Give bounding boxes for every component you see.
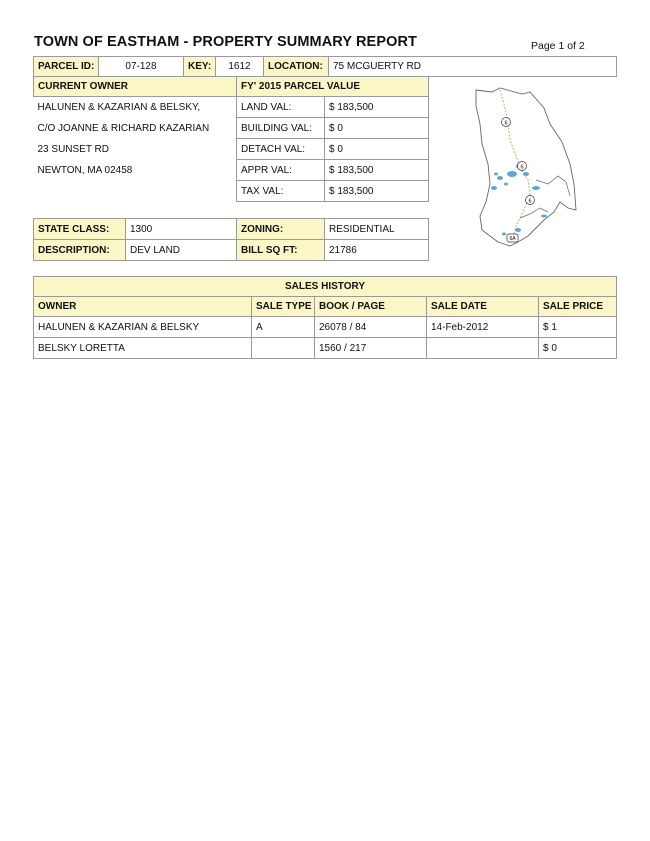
sale-type <box>252 338 315 359</box>
column-header: SALE PRICE <box>539 297 617 317</box>
classification-table <box>33 218 429 261</box>
sale-price: $ 1 <box>539 317 617 338</box>
owner-line: HALUNEN & KAZARIAN & BELSKY, <box>37 101 201 113</box>
value-label: BUILDING VAL: <box>237 118 325 139</box>
route-shield-icon <box>518 162 527 171</box>
route-shield-icon <box>507 234 518 242</box>
column-header: BOOK / PAGE <box>315 297 427 317</box>
description-value: DEV LAND <box>126 240 237 261</box>
location-value: 75 MCGUERTY RD <box>329 57 617 77</box>
value-label: DETACH VAL: <box>237 139 325 160</box>
parcel-id-label: PARCEL ID: <box>34 57 99 77</box>
page-number: Page 1 of 2 <box>531 40 585 52</box>
column-header: OWNER <box>34 297 252 317</box>
sale-date: 14-Feb-2012 <box>427 317 539 338</box>
owner-heading: CURRENT OWNER <box>34 77 237 97</box>
owner-line: 23 SUNSET RD <box>37 143 110 155</box>
value-label: APPR VAL: <box>237 160 325 181</box>
route-shield-icon <box>526 196 535 205</box>
sale-date <box>427 338 539 359</box>
sale-book-page: 26078 / 84 <box>315 317 427 338</box>
state-class-label: STATE CLASS: <box>34 219 126 240</box>
table-row <box>34 338 617 359</box>
owner-value-table <box>33 76 429 202</box>
parcel-id-value: 07-128 <box>99 57 184 77</box>
value-label: LAND VAL: <box>237 97 325 118</box>
report-title: TOWN OF EASTHAM - PROPERTY SUMMARY REPORT <box>34 34 417 50</box>
bill-sqft-value: 21786 <box>325 240 429 261</box>
route-label: 6 <box>528 198 532 205</box>
description-label: DESCRIPTION: <box>34 240 126 261</box>
sales-heading: SALES HISTORY <box>34 277 617 297</box>
state-class-value: 1300 <box>126 219 237 240</box>
route-shield-icon <box>502 118 511 127</box>
sale-owner: HALUNEN & KAZARIAN & BELSKY <box>34 317 252 338</box>
table-row <box>34 317 617 338</box>
route-label: 6 <box>504 120 508 127</box>
value-heading: FY' 2015 PARCEL VALUE <box>237 77 429 97</box>
route-label: 6 <box>520 164 524 171</box>
value-label: TAX VAL: <box>237 181 325 202</box>
sale-type: A <box>252 317 315 338</box>
value-amount: $ 183,500 <box>325 181 429 202</box>
owner-line: NEWTON, MA 02458 <box>37 164 133 176</box>
parcel-bar <box>33 56 617 77</box>
sale-owner: BELSKY LORETTA <box>34 338 252 359</box>
column-header: SALE TYPE <box>252 297 315 317</box>
zoning-value: RESIDENTIAL <box>325 219 429 240</box>
sale-book-page: 1560 / 217 <box>315 338 427 359</box>
sale-price: $ 0 <box>539 338 617 359</box>
value-amount: $ 183,500 <box>325 160 429 181</box>
location-label: LOCATION: <box>264 57 329 77</box>
owner-line: C/O JOANNE & RICHARD KAZARIAN <box>37 122 210 134</box>
route-label: 6A <box>509 236 516 242</box>
column-header: SALE DATE <box>427 297 539 317</box>
value-amount: $ 0 <box>325 118 429 139</box>
key-label: KEY: <box>184 57 216 77</box>
zoning-label: ZONING: <box>237 219 325 240</box>
key-value: 1612 <box>216 57 264 77</box>
locator-map <box>470 84 580 254</box>
bill-sqft-label: BILL SQ FT: <box>237 240 325 261</box>
sales-history-table <box>33 276 617 359</box>
value-amount: $ 0 <box>325 139 429 160</box>
value-amount: $ 183,500 <box>325 97 429 118</box>
